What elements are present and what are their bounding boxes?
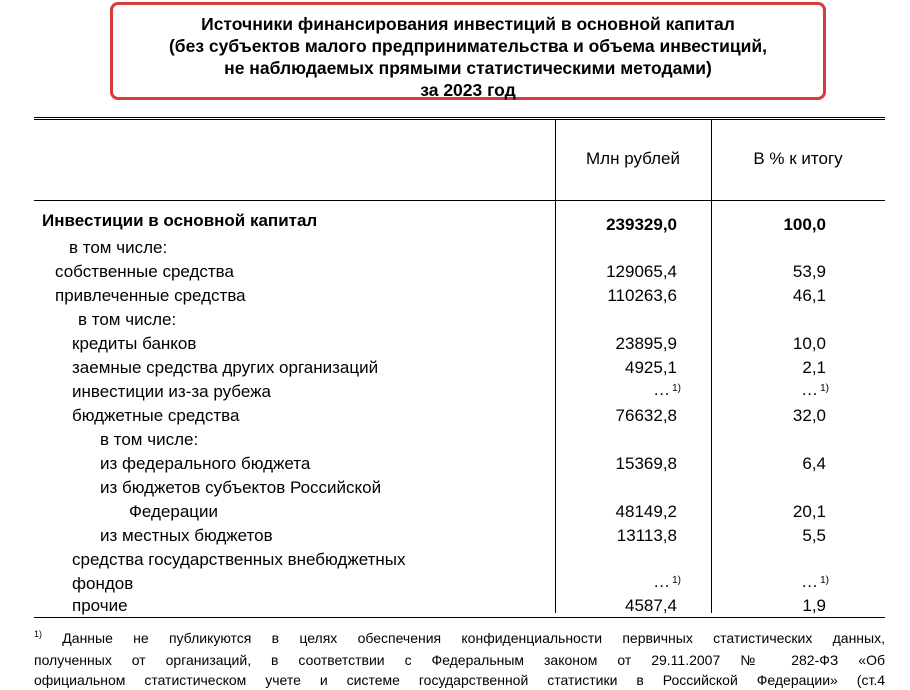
row-value-pct: 46,1 [792, 286, 826, 305]
row-label: из бюджетов субъектов Российской [100, 478, 382, 497]
row-label: собственные средства [55, 262, 234, 281]
header-bottom-rule [34, 200, 885, 201]
table-row [34, 260, 885, 284]
table-row [34, 428, 885, 452]
title-line-2: (без субъектов малого предпринимательства и объема инвестиций, [168, 36, 768, 56]
table-row [34, 572, 885, 596]
row-label: заемные средства других организаций [72, 358, 379, 377]
row-value-mln: 15369,8 [615, 454, 677, 473]
row-value-mln: 23895,9 [615, 334, 677, 353]
row-value-pct: 10,0 [792, 334, 826, 353]
table-row [34, 404, 885, 428]
title-line-3: не наблюдаемых прямыми статистическими методами) [224, 58, 712, 78]
row-value-pct: 53,9 [792, 262, 826, 281]
row-value-mln: 129065,4 [606, 262, 677, 281]
row-value-mln: 48149,2 [615, 502, 677, 521]
row-label: инвестиции из-за рубежа [72, 382, 271, 401]
title-line-1: Источники финансирования инвестиций в основной капитал [201, 14, 735, 34]
table-row [34, 380, 885, 404]
row-value-mln: 4587,4 [625, 596, 677, 615]
table-row [34, 452, 885, 476]
row-value-mln: 4925,1 [625, 358, 677, 377]
row-label: бюджетные средства [72, 406, 240, 425]
header-mln-rub: Млн рублей [586, 149, 680, 168]
footnote-line-1 [34, 628, 885, 650]
footnote-mark: 1) [34, 629, 43, 639]
row-value-mln: 13113,8 [616, 526, 677, 545]
row-value-mln: 239329,0 [606, 215, 677, 234]
row-value-pct: 2,1 [802, 358, 826, 377]
row-value-pct: 20,1 [792, 502, 826, 521]
footnote [34, 628, 885, 690]
table-row [34, 476, 885, 500]
footnote-ref: 1) [672, 383, 681, 394]
row-label: прочие [72, 596, 128, 615]
row-label: фондов [72, 574, 134, 593]
row-label: средства государственных внебюджетных [72, 550, 406, 569]
row-label: кредиты банков [72, 334, 197, 353]
row-label: Федерации [129, 502, 219, 521]
table-row [34, 332, 885, 356]
ellipsis-value: … [653, 380, 671, 399]
table-row [34, 284, 885, 308]
row-value-pct: 5,5 [802, 526, 826, 545]
title-line-4: за 2023 год [420, 80, 516, 100]
table-row [34, 356, 885, 380]
row-value-mln [653, 380, 681, 407]
row-value-pct: 100,0 [783, 215, 826, 234]
table-row [34, 524, 885, 548]
footnote-ref: 1) [820, 575, 829, 586]
row-value-mln: 76632,8 [615, 406, 677, 425]
row-label: из федерального бюджета [100, 454, 311, 473]
footnote-ref: 1) [820, 383, 829, 394]
row-value-mln: 110263,6 [607, 286, 677, 305]
ellipsis-value: … [801, 572, 819, 591]
ellipsis-value: … [801, 380, 819, 399]
footnote-line-3: официальном статистическом учете и системе государственной статистики в Российской Федерации» (ст.4 [34, 672, 885, 688]
row-label: Инвестиции в основной капитал [42, 211, 318, 230]
table-title-box [110, 2, 826, 100]
row-label: из местных бюджетов [100, 526, 273, 545]
row-value-pct: 1,9 [802, 596, 826, 615]
table-row [34, 209, 885, 233]
header-percent-total: В % к итогу [753, 149, 843, 168]
table-row [34, 594, 885, 618]
footnote-ref: 1) [672, 575, 681, 586]
row-label: в том числе: [69, 238, 168, 257]
row-label: привлеченные средства [55, 286, 246, 305]
row-label: в том числе: [100, 430, 199, 449]
table-bottom-rule [34, 617, 885, 618]
row-value-pct: 32,0 [792, 406, 826, 425]
footnote-line-2: полученных от организаций, в соответствии с Федеральным законом от 29.11.2007 № 282-ФЗ «Об [34, 652, 885, 668]
row-label: в том числе: [78, 310, 177, 329]
row-value-pct: 6,4 [802, 454, 826, 473]
row-value-pct [801, 380, 829, 407]
table-row [34, 548, 885, 572]
ellipsis-value: … [653, 572, 671, 591]
table-row [34, 236, 885, 260]
table-row [34, 500, 885, 524]
table-row [34, 308, 885, 332]
footnote-text-1: Данные не публикуются в целях обеспечения конфиденциальности первичных статистических данных, [62, 630, 885, 646]
table-top-rule [34, 117, 885, 120]
